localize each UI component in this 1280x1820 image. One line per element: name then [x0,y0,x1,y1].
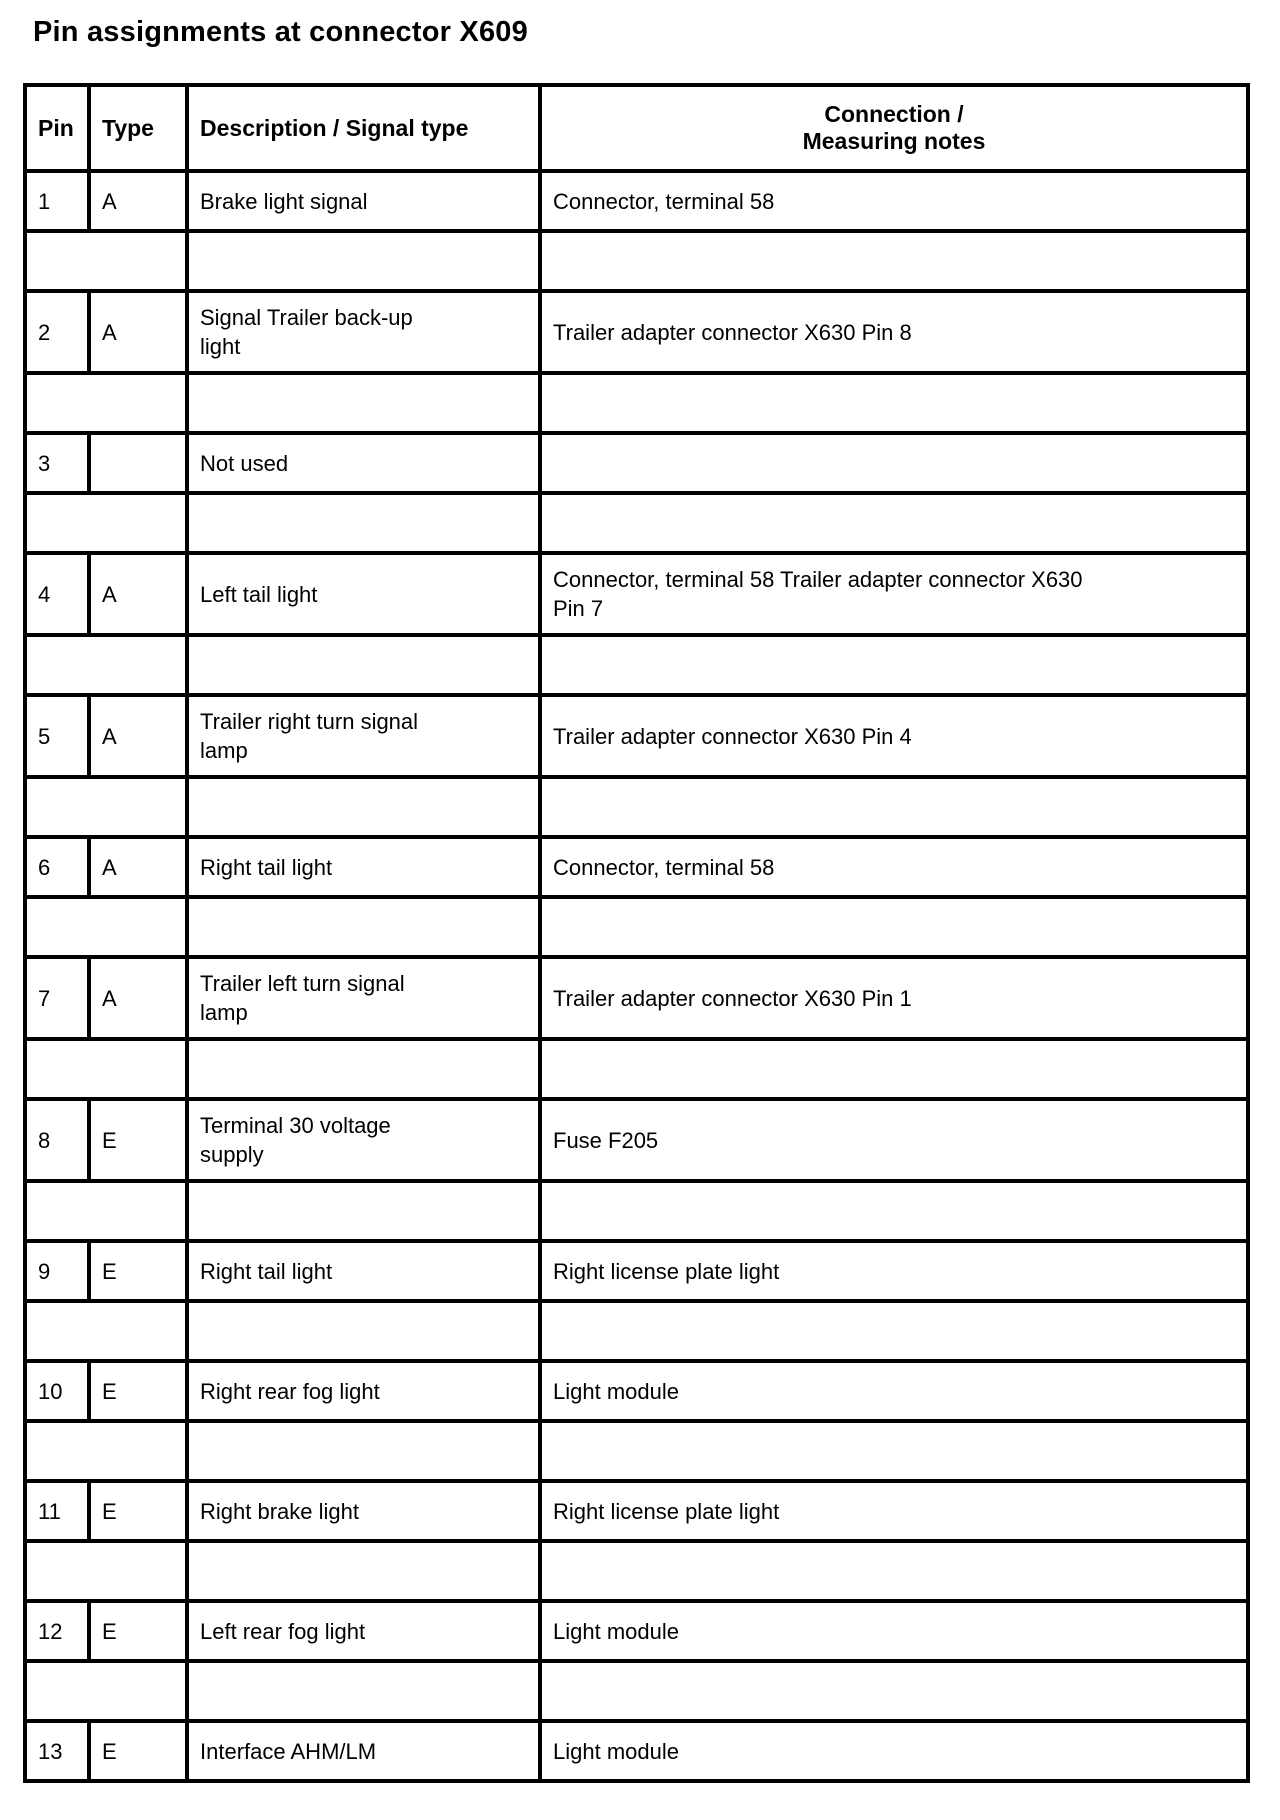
description-cell: Terminal 30 voltage supply [187,1099,540,1181]
spacer-connection-cell [540,1541,1248,1601]
spacer-connection-cell [540,1039,1248,1099]
spacer-row [25,1181,1248,1241]
pin-cell: 6 [25,837,89,897]
spacer-pin-type-cell [25,1301,187,1361]
description-cell: Trailer left turn signal lamp [187,957,540,1039]
spacer-description-cell [187,231,540,291]
pin-row-6 [25,837,1248,897]
connection-cell: Trailer adapter connector X630 Pin 8 [540,291,1248,373]
connection-cell: Connector, terminal 58 Trailer adapter connector X630 Pin 7 [540,553,1248,635]
type-cell: E [89,1481,187,1541]
spacer-pin-type-cell [25,1661,187,1721]
spacer-connection-cell [540,231,1248,291]
type-cell: E [89,1241,187,1301]
type-cell: A [89,171,187,231]
pin-row-7 [25,957,1248,1039]
description-cell: Left rear fog light [187,1601,540,1661]
column-header-connection: Connection / Measuring notes [540,85,1248,171]
type-cell: A [89,957,187,1039]
spacer-connection-cell [540,1181,1248,1241]
pin-row-2 [25,291,1248,373]
spacer-connection-cell [540,635,1248,695]
pin-row-9 [25,1241,1248,1301]
spacer-connection-cell [540,493,1248,553]
spacer-connection-cell [540,1421,1248,1481]
pin-cell: 11 [25,1481,89,1541]
spacer-description-cell [187,635,540,695]
spacer-connection-cell [540,1301,1248,1361]
spacer-connection-cell [540,777,1248,837]
spacer-connection-cell [540,897,1248,957]
type-cell: E [89,1099,187,1181]
description-cell: Right tail light [187,1241,540,1301]
spacer-pin-type-cell [25,231,187,291]
pin-row-1 [25,171,1248,231]
pin-row-11 [25,1481,1248,1541]
pin-cell: 4 [25,553,89,635]
pin-cell: 2 [25,291,89,373]
description-cell: Left tail light [187,553,540,635]
spacer-row [25,777,1248,837]
connection-cell [540,433,1248,493]
spacer-description-cell [187,493,540,553]
pin-row-10 [25,1361,1248,1421]
spacer-pin-type-cell [25,373,187,433]
spacer-row [25,1421,1248,1481]
connection-cell: Fuse F205 [540,1099,1248,1181]
spacer-description-cell [187,1301,540,1361]
pin-cell: 3 [25,433,89,493]
pin-cell: 8 [25,1099,89,1181]
pin-cell: 1 [25,171,89,231]
spacer-row [25,897,1248,957]
spacer-connection-cell [540,373,1248,433]
connection-cell: Light module [540,1601,1248,1661]
pin-row-5 [25,695,1248,777]
spacer-pin-type-cell [25,1181,187,1241]
pin-assignment-table [23,83,1250,1783]
pin-row-4 [25,553,1248,635]
spacer-description-cell [187,777,540,837]
type-cell: A [89,695,187,777]
type-cell: A [89,837,187,897]
spacer-row [25,373,1248,433]
spacer-description-cell [187,897,540,957]
connection-cell: Light module [540,1361,1248,1421]
spacer-row [25,1541,1248,1601]
connection-cell: Connector, terminal 58 [540,837,1248,897]
description-cell: Not used [187,433,540,493]
spacer-pin-type-cell [25,777,187,837]
spacer-pin-type-cell [25,493,187,553]
spacer-description-cell [187,1541,540,1601]
type-cell: A [89,553,187,635]
pin-cell: 5 [25,695,89,777]
type-cell: E [89,1361,187,1421]
description-cell: Right brake light [187,1481,540,1541]
pin-row-13 [25,1721,1248,1781]
pin-row-12 [25,1601,1248,1661]
pin-cell: 12 [25,1601,89,1661]
spacer-connection-cell [540,1661,1248,1721]
spacer-description-cell [187,1661,540,1721]
description-cell: Right rear fog light [187,1361,540,1421]
spacer-pin-type-cell [25,1039,187,1099]
pin-cell: 9 [25,1241,89,1301]
pin-row-3 [25,433,1248,493]
spacer-pin-type-cell [25,897,187,957]
spacer-row [25,1039,1248,1099]
spacer-row [25,1301,1248,1361]
type-cell: E [89,1721,187,1781]
page-title: Pin assignments at connector X609 [33,16,528,48]
spacer-description-cell [187,1039,540,1099]
pin-table-body [25,171,1248,1781]
table-header-row [25,85,1248,171]
column-header-type: Type [89,85,187,171]
spacer-row [25,635,1248,695]
description-cell: Trailer right turn signal lamp [187,695,540,777]
description-cell: Interface AHM/LM [187,1721,540,1781]
description-cell: Signal Trailer back-up light [187,291,540,373]
spacer-description-cell [187,1421,540,1481]
spacer-description-cell [187,373,540,433]
connection-cell: Right license plate light [540,1481,1248,1541]
connection-cell: Trailer adapter connector X630 Pin 1 [540,957,1248,1039]
type-cell [89,433,187,493]
connection-cell: Trailer adapter connector X630 Pin 4 [540,695,1248,777]
connection-cell: Right license plate light [540,1241,1248,1301]
column-header-pin: Pin [25,85,89,171]
connection-cell: Light module [540,1721,1248,1781]
pin-cell: 7 [25,957,89,1039]
column-header-description: Description / Signal type [187,85,540,171]
pin-cell: 13 [25,1721,89,1781]
pin-cell: 10 [25,1361,89,1421]
spacer-row [25,1661,1248,1721]
spacer-row [25,493,1248,553]
spacer-pin-type-cell [25,1421,187,1481]
spacer-description-cell [187,1181,540,1241]
type-cell: E [89,1601,187,1661]
spacer-pin-type-cell [25,1541,187,1601]
connection-cell: Connector, terminal 58 [540,171,1248,231]
spacer-pin-type-cell [25,635,187,695]
description-cell: Right tail light [187,837,540,897]
description-cell: Brake light signal [187,171,540,231]
type-cell: A [89,291,187,373]
pin-row-8 [25,1099,1248,1181]
spacer-row [25,231,1248,291]
